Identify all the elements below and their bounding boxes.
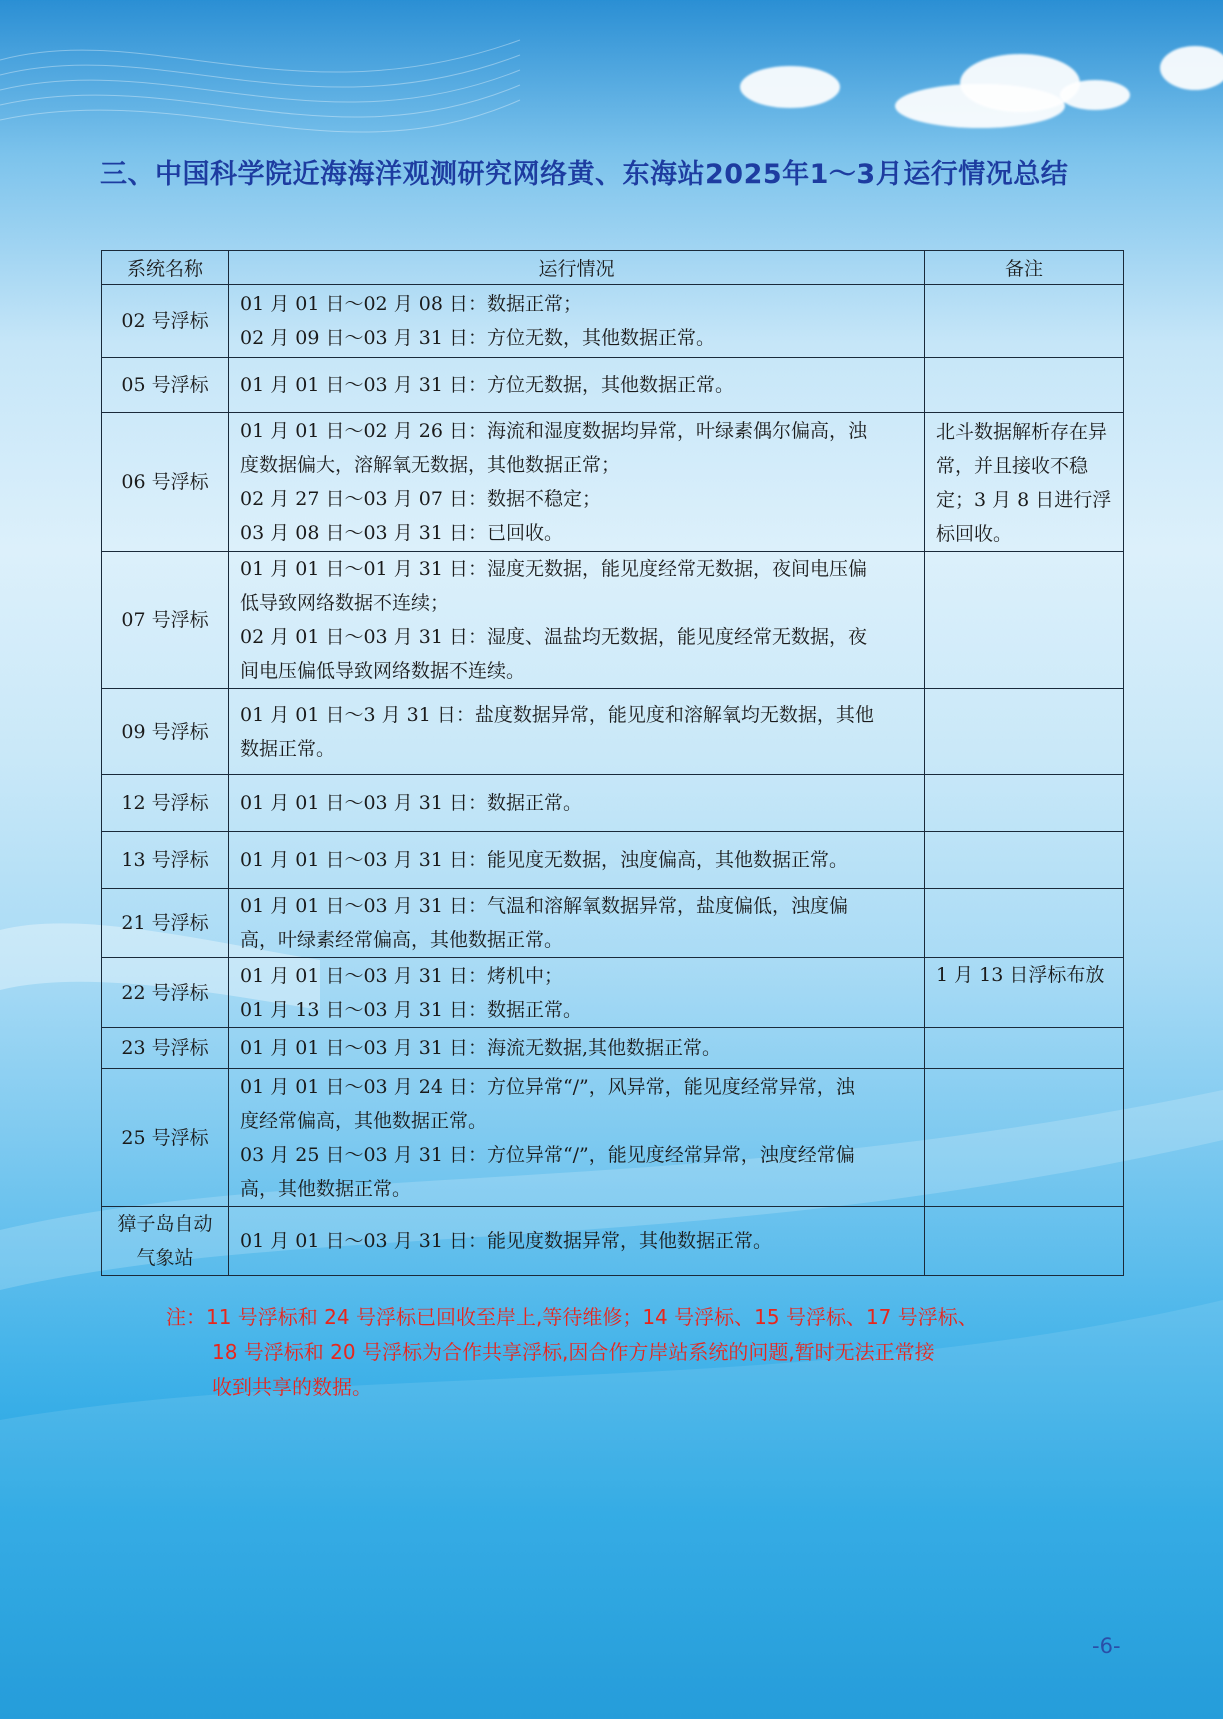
table-row (102, 1028, 1124, 1069)
status-line: 间电压偏低导致网络数据不连续。 (240, 660, 526, 682)
status-cell (229, 552, 925, 689)
remark-cell (925, 1028, 1124, 1069)
system-name-cell: 13 号浮标 (102, 832, 229, 889)
status-line: 高，其他数据正常。 (240, 1177, 412, 1200)
table-row (102, 832, 1124, 889)
status-cell (229, 889, 925, 958)
table-row (102, 889, 1124, 958)
status-cell (229, 285, 925, 358)
header-status: 运行情况 (229, 251, 925, 285)
table-row (102, 413, 1124, 552)
status-line: 度数据偏大，溶解氧无数据，其他数据正常； (240, 454, 621, 476)
status-line: 01 月 01 日～03 月 31 日：能见度数据异常，其他数据正常。 (240, 1230, 772, 1252)
status-line: 02 月 27 日～03 月 07 日：数据不稳定； (240, 488, 601, 510)
status-line: 01 月 01 日～03 月 31 日：数据正常。 (240, 792, 582, 814)
status-line: 01 月 01 日～03 月 31 日：能见度无数据，浊度偏高，其他数据正常。 (240, 849, 848, 871)
status-line: 03 月 25 日～03 月 31 日：方位异常“/”，能见度经常异常，浊度经常偏 (240, 1143, 855, 1166)
status-line: 01 月 01 日～02 月 26 日：海流和湿度数据均异常，叶绿素偶尔偏高，浊 (240, 420, 867, 442)
remark-cell (925, 775, 1124, 832)
system-name-cell: 12 号浮标 (102, 775, 229, 832)
table-row (102, 958, 1124, 1028)
status-cell (229, 689, 925, 775)
status-line: 03 月 08 日～03 月 31 日：已回收。 (240, 522, 563, 544)
footnote-line: 收到共享的数据。 (212, 1375, 372, 1399)
status-line: 度经常偏高，其他数据正常。 (240, 1109, 488, 1132)
table-row (102, 552, 1124, 689)
system-name-cell: 21 号浮标 (102, 889, 229, 958)
status-cell (229, 1069, 925, 1207)
status-cell (229, 832, 925, 889)
remark-cell: 1 月 13 日浮标布放 (925, 958, 1124, 1028)
status-line: 01 月 01 日～03 月 31 日：气温和溶解氧数据异常，盐度偏低，浊度偏 (240, 895, 848, 917)
status-line: 01 月 01 日～03 月 31 日：烤机中； (240, 964, 563, 987)
status-line: 01 月 01 日～03 月 31 日：海流无数据,其他数据正常。 (240, 1037, 721, 1059)
footnote (166, 1300, 1086, 1405)
system-name-cell: 22 号浮标 (102, 958, 229, 1028)
system-name-cell: 09 号浮标 (102, 689, 229, 775)
status-cell (229, 958, 925, 1028)
remark-cell (925, 1069, 1124, 1207)
table-row (102, 775, 1124, 832)
status-line: 02 月 01 日～03 月 31 日：湿度、温盐均无数据，能见度经常无数据，夜 (240, 626, 867, 648)
cloud-decoration (740, 66, 840, 108)
table-header-row (102, 251, 1124, 285)
page-title: 三、中国科学院近海海洋观测研究网络黄、东海站2025年1～3月运行情况总结 (100, 159, 1069, 190)
status-line: 01 月 01 日～01 月 31 日：湿度无数据，能见度经常无数据，夜间电压偏 (240, 558, 867, 580)
status-line: 数据正常。 (240, 737, 336, 760)
remark-cell (925, 1207, 1124, 1276)
page-number: -6- (1092, 1634, 1121, 1658)
remark-cell (925, 889, 1124, 958)
status-cell (229, 358, 925, 413)
status-line: 01 月 01 日～03 月 24 日：方位异常“/”，风异常，能见度经常异常，浊 (240, 1075, 855, 1098)
status-cell (229, 413, 925, 552)
footnote-line: 18 号浮标和 20 号浮标为合作共享浮标,因合作方岸站系统的问题,暂时无法正常接 (212, 1340, 935, 1364)
status-line: 低导致网络数据不连续； (240, 592, 450, 614)
cloud-decoration (1160, 46, 1223, 90)
status-line: 01 月 01 日～03 月 31 日：方位无数据，其他数据正常。 (240, 374, 734, 396)
status-line: 01 月 01 日～3 月 31 日：盐度数据异常，能见度和溶解氧均无数据，其他 (240, 703, 874, 726)
table-row (102, 285, 1124, 358)
status-cell (229, 1207, 925, 1276)
footnote-line: 注：11 号浮标和 24 号浮标已回收至岸上,等待维修；14 号浮标、15 号浮标、17 号浮标、 (166, 1305, 978, 1329)
table-row (102, 358, 1124, 413)
system-name-cell: 06 号浮标 (102, 413, 229, 552)
system-name-cell: 02 号浮标 (102, 285, 229, 358)
status-cell (229, 1028, 925, 1069)
remark-cell (925, 358, 1124, 413)
operations-table (101, 250, 1124, 1276)
cloud-decoration (1060, 80, 1130, 110)
status-line: 01 月 13 日～03 月 31 日：数据正常。 (240, 998, 582, 1021)
status-line: 02 月 09 日～03 月 31 日：方位无数，其他数据正常。 (240, 327, 715, 349)
table-row (102, 1069, 1124, 1207)
status-line: 高，叶绿素经常偏高，其他数据正常。 (240, 929, 564, 951)
system-name-cell: 07 号浮标 (102, 552, 229, 689)
status-line: 01 月 01 日～02 月 08 日：数据正常； (240, 293, 582, 315)
remark-cell (925, 832, 1124, 889)
remark-cell (925, 689, 1124, 775)
remark-cell (925, 552, 1124, 689)
cloud-decoration (960, 54, 1080, 112)
system-name-cell: 23 号浮标 (102, 1028, 229, 1069)
table-row (102, 689, 1124, 775)
header-remark: 备注 (925, 251, 1124, 285)
remark-cell: 北斗数据解析存在异常，并且接收不稳定；3 月 8 日进行浮标回收。 (925, 413, 1124, 552)
system-name-cell: 25 号浮标 (102, 1069, 229, 1207)
remark-cell (925, 285, 1124, 358)
system-name-cell: 獐子岛自动气象站 (102, 1207, 229, 1276)
header-system-name: 系统名称 (102, 251, 229, 285)
status-cell (229, 775, 925, 832)
system-name-cell: 05 号浮标 (102, 358, 229, 413)
table-row (102, 1207, 1124, 1276)
